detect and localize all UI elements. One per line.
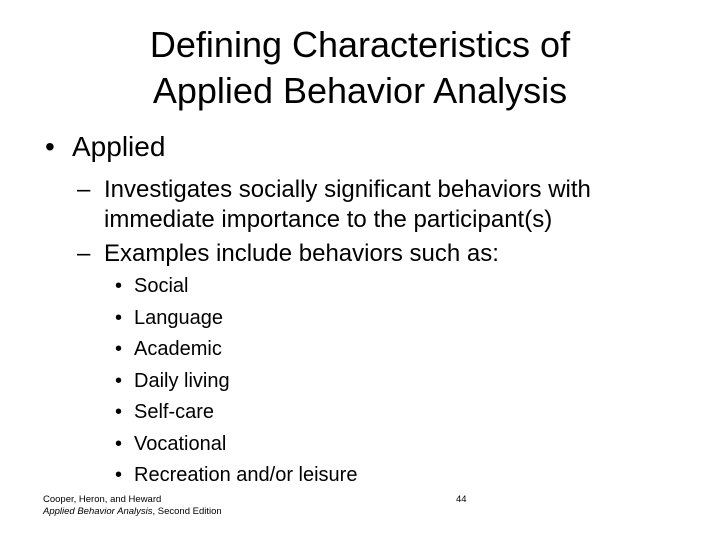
footer-citation <box>43 494 222 518</box>
subbullet-investigates-line-1: Investigates socially significant behaviors with <box>104 176 591 203</box>
dash-icon: – <box>77 240 91 267</box>
bullet-icon: • <box>115 433 123 455</box>
subbullet-examples-label: Examples include behaviors such as: <box>104 240 499 267</box>
bullet-icon: • <box>115 370 123 392</box>
page-number: 44 <box>456 494 467 505</box>
bullet-icon: • <box>115 275 123 297</box>
footer-book <box>43 506 222 518</box>
slide-title-line-2: Applied Behavior Analysis <box>152 70 568 111</box>
example-item-label: Daily living <box>134 370 230 392</box>
bullet-icon: • <box>115 464 123 486</box>
example-item-label: Recreation and/or leisure <box>134 464 358 486</box>
bullet-icon: • <box>115 401 123 423</box>
dash-icon: – <box>77 176 91 203</box>
example-item-label: Academic <box>134 338 222 360</box>
slide-title <box>0 22 720 114</box>
example-item-label: Social <box>134 275 189 297</box>
subbullet-investigates-line-2: immediate importance to the participant(s) <box>104 206 553 233</box>
bullet-icon: • <box>115 338 123 360</box>
slide-title-line-1: Defining Characteristics of <box>149 24 571 65</box>
bullet-icon: • <box>115 307 123 329</box>
footer-book-title: Applied Behavior Analysis <box>43 506 153 517</box>
bullet-applied-label: Applied <box>72 131 166 162</box>
footer-authors: Cooper, Heron, and Heward <box>43 494 162 505</box>
footer-edition: , Second Edition <box>152 506 222 517</box>
example-item-label: Language <box>134 307 223 329</box>
bullet-icon: • <box>45 131 55 162</box>
example-item-label: Self-care <box>134 401 215 423</box>
example-item-label: Vocational <box>134 433 227 455</box>
